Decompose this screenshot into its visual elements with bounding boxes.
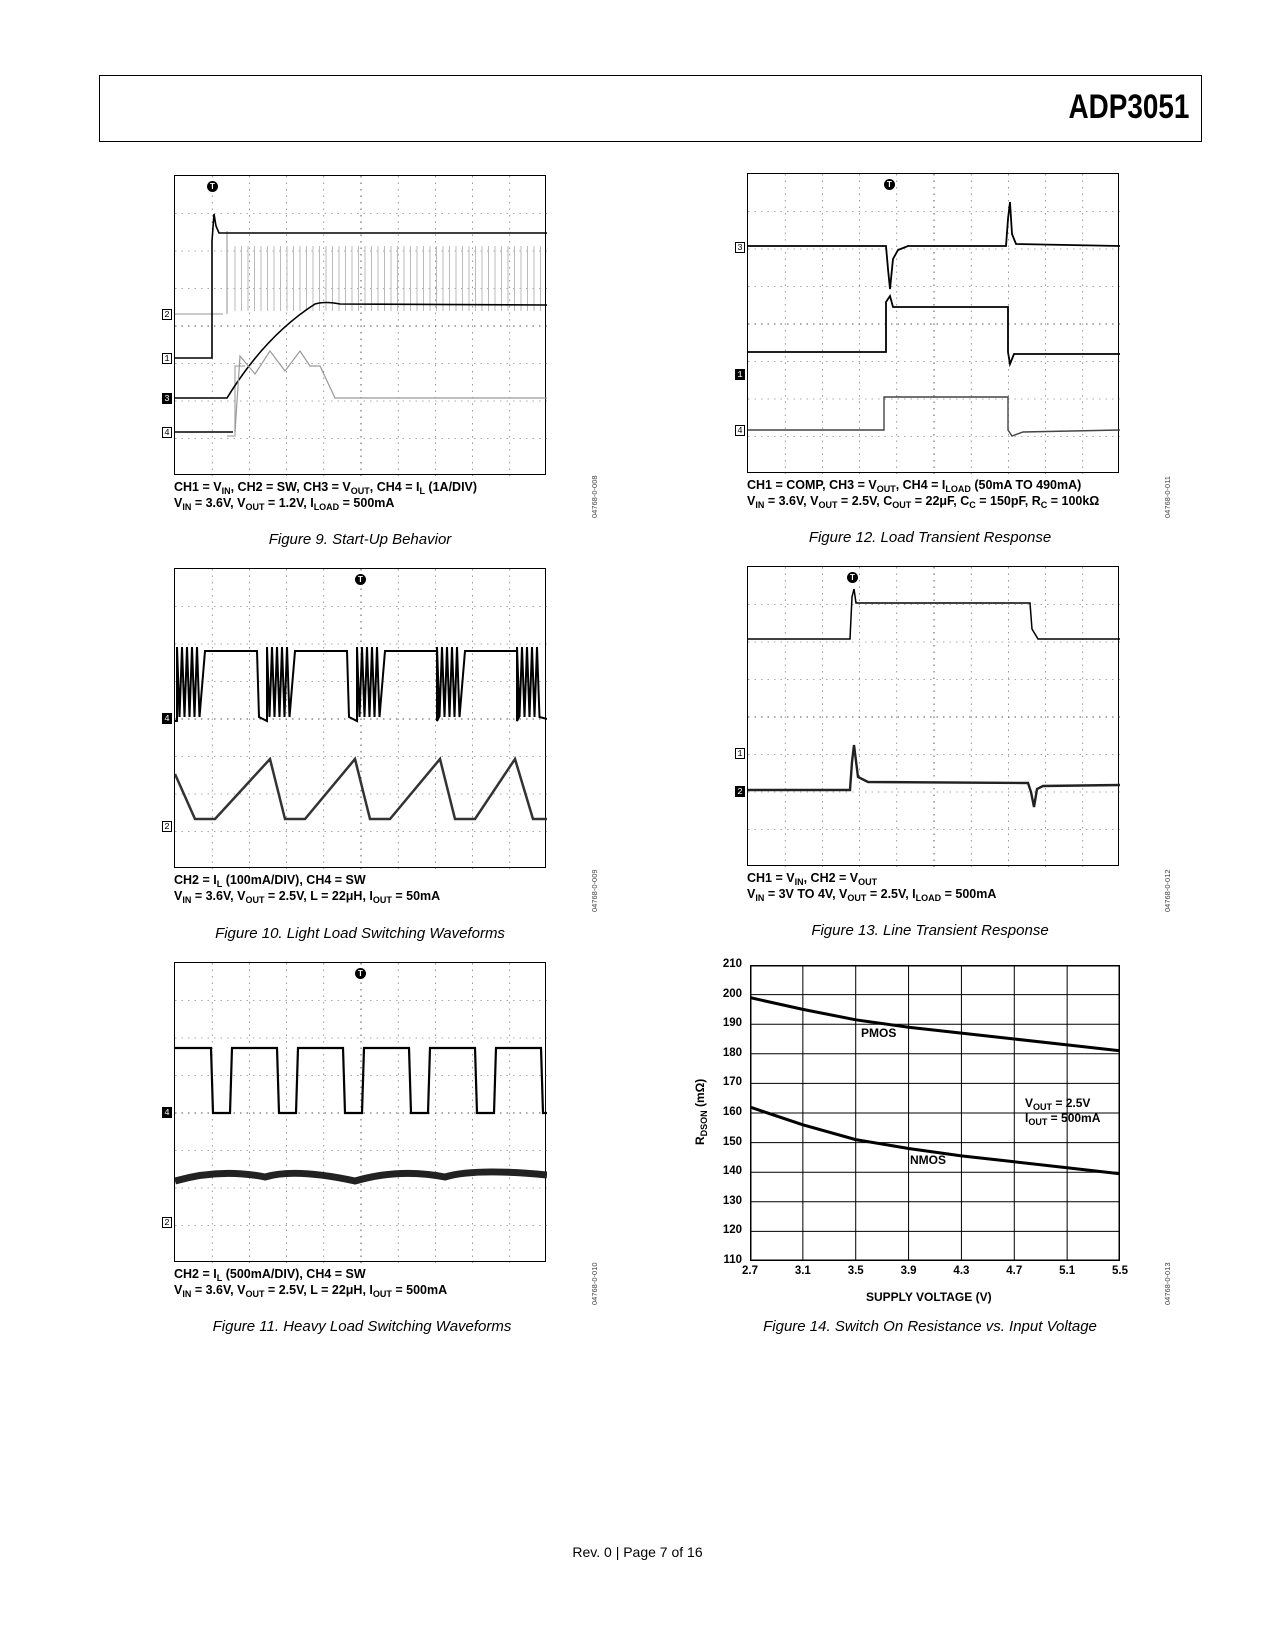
doc-id: ADP3051 xyxy=(1068,88,1189,126)
fig11-marker-4: 4 xyxy=(162,1107,172,1118)
x-tick-label: 3.5 xyxy=(847,1265,864,1277)
fig11-scope xyxy=(164,962,546,1262)
fig12-code: 04768-0-011 xyxy=(1163,476,1172,518)
fig12-trigger: T xyxy=(884,179,895,190)
fig12-marker-1: 1 xyxy=(735,369,745,380)
x-tick-label: 5.1 xyxy=(1059,1265,1076,1277)
y-tick-label: 140 xyxy=(722,1165,742,1178)
fig12-scope xyxy=(737,173,1119,473)
fig14-ylabel: $R_{DSON}$ (mΩ) xyxy=(693,1078,709,1145)
x-tick-label: 3.9 xyxy=(900,1265,917,1277)
fig9-marker-3: 3 xyxy=(162,393,172,404)
fig9-title: Figure 9. Start-Up Behavior xyxy=(268,531,452,548)
fig10-code: 04768-0-009 xyxy=(590,869,599,912)
y-tick-label: 210 xyxy=(722,958,742,970)
y-tick-label: 120 xyxy=(722,1224,742,1237)
fig10-caption: $CH2 = I_L$ (100mA/DIV), CH4 = SW $V_{IN} = 3.6V$, $V_{OUT} = 2.5V$, L = 22μH, $I_{OUT} = 50mA$ xyxy=(174,873,441,905)
fig14-pmos-label: PMOS xyxy=(861,1026,897,1040)
fig14-title: Figure 14. Switch On Resistance vs. Input Voltage xyxy=(763,1318,1097,1335)
fig9-marker-4: 4 xyxy=(162,427,172,438)
sw-pulses xyxy=(235,246,541,311)
fig13-trigger: T xyxy=(847,572,858,583)
fig14-code: 04768-0-013 xyxy=(1163,1262,1172,1305)
fig14-annotation: $V_{OUT} = 2.5V$ $I_{OUT} = 500mA$ xyxy=(1025,1096,1101,1127)
y-tick-label: 160 xyxy=(722,1106,742,1118)
x-tick-label: 2.7 xyxy=(742,1265,758,1277)
fig10-title: Figure 10. Light Load Switching Waveforms xyxy=(215,925,505,942)
x-tick-label: 4.3 xyxy=(953,1265,970,1277)
fig12-marker-4: 4 xyxy=(735,425,745,436)
fig13-trace xyxy=(748,567,1120,867)
y-tick-label: 150 xyxy=(722,1135,742,1148)
fig10-marker-2: 2 xyxy=(162,821,172,832)
fig11-code: 04768-0-010 xyxy=(590,1262,599,1305)
page-footer: Rev. 0 | Page 7 of 16 xyxy=(572,1544,703,1560)
fig13-title: Figure 13. Line Transient Response xyxy=(811,922,1049,939)
fig13-scope xyxy=(737,566,1119,866)
y-tick-label: 190 xyxy=(722,1017,742,1030)
fig10-marker-4: 4 xyxy=(162,713,172,724)
fig9-marker-2: 2 xyxy=(162,309,172,320)
fig11-title: Figure 11. Heavy Load Switching Waveforms xyxy=(212,1318,512,1335)
fig9-scope xyxy=(164,175,546,475)
fig10-trigger: T xyxy=(355,574,366,585)
fig9-marker-1: 1 xyxy=(162,353,172,364)
fig13-marker-2: 2 xyxy=(735,786,745,797)
header-box xyxy=(99,75,1202,142)
fig9-trace xyxy=(175,176,547,476)
fig9-caption: $CH1 = V_{IN}$, CH2 = SW, $CH3 = V_{OUT}$, $CH4 = I_L$ (1A/DIV) $V_{IN} = 3.6V$, $V_{OUT} = 1.2V$, $I_{LOAD} = 500mA$ xyxy=(174,480,478,512)
fig14-nmos-label: NMOS xyxy=(910,1153,946,1167)
fig9-trigger: T xyxy=(207,181,218,192)
x-tick-label: 3.1 xyxy=(794,1265,811,1277)
fig10-scope xyxy=(164,568,546,868)
fig12-marker-3: 3 xyxy=(735,242,745,253)
fig11-trigger: T xyxy=(355,968,366,979)
x-tick-label: 5.5 xyxy=(1112,1265,1128,1277)
y-tick-label: 200 xyxy=(722,987,742,1000)
fig12-title: Figure 12. Load Transient Response xyxy=(808,529,1052,546)
sw-bursts xyxy=(175,647,547,721)
fig10-trace xyxy=(175,569,547,869)
fig13-code: 04768-0-012 xyxy=(1163,869,1172,912)
y-tick-label: 130 xyxy=(722,1194,742,1207)
fig12-trace xyxy=(748,174,1120,474)
fig13-caption: $CH1 = V_{IN}$, $CH2 = V_{OUT}$ $V_{IN} = 3V$ TO 4V, $V_{OUT} = 2.5V$, $I_{LOAD} = 500mA$ xyxy=(747,871,997,903)
fig9-code: 04768-0-008 xyxy=(590,475,599,518)
fig11-marker-2: 2 xyxy=(162,1217,172,1228)
y-tick-label: 180 xyxy=(722,1046,742,1059)
fig14-xlabel: SUPPLY VOLTAGE (V) xyxy=(866,1290,992,1304)
x-tick-label: 4.7 xyxy=(1006,1265,1023,1277)
fig11-trace xyxy=(175,963,547,1263)
y-tick-label: 170 xyxy=(722,1076,742,1089)
fig13-marker-1: 1 xyxy=(735,748,745,759)
fig12-caption: CH1 = COMP, $CH3 = V_{OUT}$, $CH4 = I_{LOAD}$ (50mA TO 490mA) $V_{IN} = 3.6V$, $V_{OUT} = 2.5V$, $C_{OUT} = 22\mu F$, $C_C = 150pF$, $R_C = 100k\Omega$ xyxy=(747,478,1100,510)
fig11-caption: $CH2 = I_L$ (500mA/DIV), CH4 = SW $V_{IN} = 3.6V$, $V_{OUT} = 2.5V$, L = 22μH, $I_{OUT} = 500mA$ xyxy=(174,1267,448,1299)
y-tick-label: 110 xyxy=(723,1254,742,1266)
